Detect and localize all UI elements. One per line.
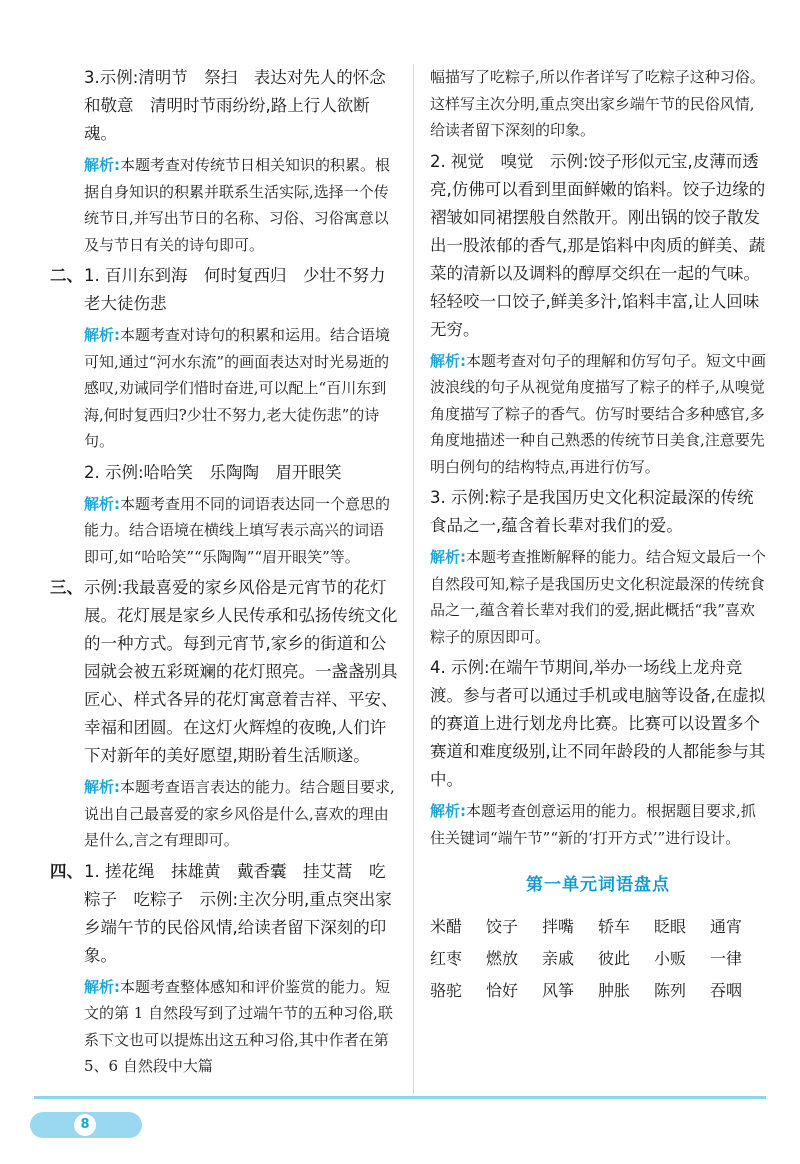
right-column [430, 64, 766, 1005]
word: 燃放 [486, 949, 519, 968]
q2-explanation: 解析:本题考查对句子的理解和仿写句子。短文中画波浪线的句子从视觉角度描写了粽子的样子,从嗅觉角度描写了粽子的香气。仿写时要结合多种感官,多角度地描述一种自己熟悉的传统节日美食,注意要先明白例句的结构特点,再进行仿写。 [430, 351, 767, 476]
word: 通宵 [710, 917, 743, 936]
section-3-answer: 三、 示例:我最喜爱的家乡风俗是元宵节的花灯展。花灯展是家乡人民传承和弘扬传统文化的一种方式。每到元宵节,家乡的街道和公园就会被五彩斑斓的花灯照亮。一盏盏别具匠心、样式各异的花灯寓意着吉祥、平安、幸福和团圆。在这灯火辉煌的夜晚,人们许下对新年的美好愿望,期盼着生活顺遂。 [50, 578, 398, 765]
section-2-q1: 二、 1. 百川东到海 何时复西归 少壮不努力 老大徒伤悲 [50, 266, 402, 313]
page-number: 8 [74, 1114, 96, 1136]
section-3-explanation: 解析:本题考查语言表达的能力。结合题目要求,说出自己最喜爱的家乡风俗是什么,喜欢的理由是什么,言之有理即可。 [84, 778, 395, 849]
q3-answer-right: 3. 示例:粽子是我国历史文化积淀最深的传统食品之一,蕴含着长辈对我们的爱。 [430, 488, 754, 535]
q3-explanation: 解析:本题考查对传统节日相关知识的积累。根据自身知识的积累并联系生活实际,选择一个传统节日,并写出节日的名称、习俗、习俗寓意以及与节日有关的诗句即可。 [84, 156, 391, 254]
word: 吞咽 [710, 981, 743, 1000]
section-2-q1-explanation: 解析:本题考查对诗句的积累和运用。结合语境可知,通过“河水东流”的画面表达对时光易逝的感叹,劝诫同学们惜时奋进,可以配上“百川东到海,何时复西归?少壮不努力,老大徒伤悲”的诗句。 [84, 326, 391, 450]
q3-explanation-right: 解析:本题考查推断解释的能力。结合短文最后一个自然段可知,粽子是我国历史文化积淀最深的传统食品之一,蕴含着长辈对我们的爱,据此概括“我”喜欢粽子的原因即可。 [430, 548, 767, 646]
word: 拌嘴 [542, 917, 575, 936]
footer-divider [34, 1096, 766, 1099]
column-divider [413, 64, 414, 1094]
word: 恰好 [486, 981, 519, 1000]
page-badge [30, 1112, 142, 1138]
continued-explanation: 幅描写了吃粽子,所以作者详写了吃粽子这种习俗。这样写主次分明,重点突出家乡端午节的民俗风情,给读者留下深刻的印象。 [430, 68, 765, 139]
word: 一律 [710, 949, 743, 968]
q2-answer: 2. 视觉 嗅觉 示例:饺子形似元宝,皮薄而透亮,仿佛可以看到里面鲜嫩的馅料。饺子边缘的褶皱如同裙摆般自然散开。刚出锅的饺子散发出一股浓郁的香气,那是馅料中肉质的鲜美、蔬菜的清新以及调料的醇厚交织在一起的气味。轻轻咬一口饺子,鲜美多汁,馅料丰富,让人回味无穷。 [430, 151, 766, 339]
word: 亲戚 [542, 949, 575, 968]
q4-explanation: 解析:本题考查创意运用的能力。根据题目要求,抓住关键词“端午节”“新的‘打开方式’”进行设计。 [430, 802, 756, 847]
section-4-q1-explanation: 解析:本题考查整体感知和评价鉴赏的能力。短文的第 1 自然段写到了过端午节的五种习俗,联系下文也可以提炼出这五种习俗,其中作者在第 5、6 自然段中大篇 [84, 977, 393, 1075]
word: 饺子 [486, 917, 519, 936]
word: 肿胀 [598, 981, 631, 1000]
word: 风筝 [542, 981, 575, 1000]
section-4-q1: 四、 1. 搓花绳 抹雄黄 戴香囊 挂艾蒿 吃粽子 吃粽子 示例:主次分明,重点突出家乡端午节的民俗风情,给读者留下深刻的印象。 [50, 861, 392, 965]
word: 骆驼 [430, 981, 463, 1000]
unit-title: 第一单元词语盘点 [526, 875, 670, 895]
word: 红枣 [430, 949, 463, 968]
word-list [430, 913, 766, 1005]
word: 小贩 [654, 949, 687, 968]
left-column [50, 64, 402, 1084]
q3-answer: 3.示例:清明节 祭扫 表达对先人的怀念和敬意 清明时节雨纷纷,路上行人欲断魂。 [84, 68, 386, 143]
word: 轿车 [598, 917, 631, 936]
word: 米醋 [430, 917, 463, 936]
section-2-q2-explanation: 解析:本题考查用不同的词语表达同一个意思的能力。结合语境在横线上填写表示高兴的词语即可,如“哈哈笑”“乐陶陶”“眉开眼笑”等。 [84, 494, 391, 566]
section-2-q2: 2. 示例:哈哈笑 乐陶陶 眉开眼笑 [84, 462, 342, 482]
word: 陈列 [654, 981, 687, 1000]
word: 彼此 [598, 949, 631, 968]
word: 眨眼 [654, 917, 687, 936]
q4-answer: 4. 示例:在端午节期间,举办一场线上龙舟竞渡。参与者可以通过手机或电脑等设备,在虚拟的赛道上进行划龙舟比赛。比赛可以设置多个赛道和难度级别,让不同年龄段的人都能参与其中。 [430, 658, 766, 789]
